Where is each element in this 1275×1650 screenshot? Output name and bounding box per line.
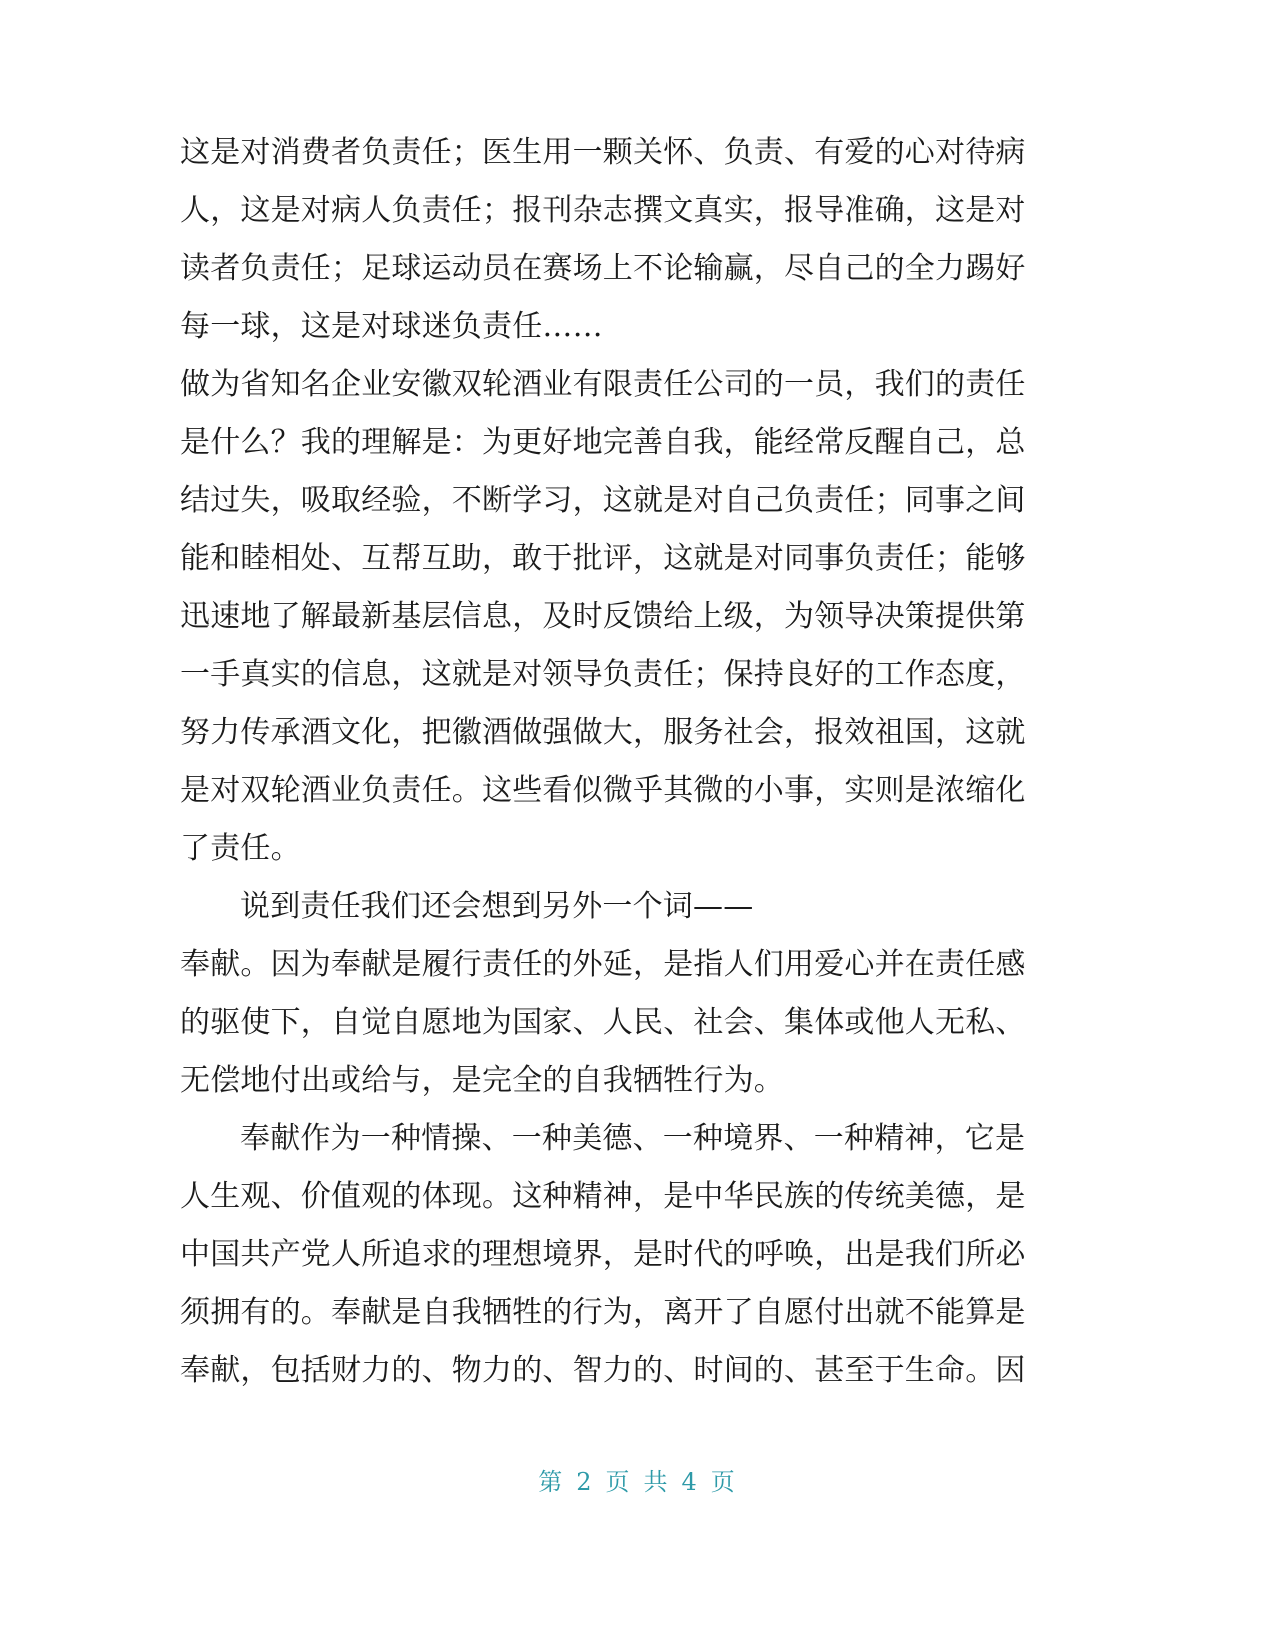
text-line: 能和睦相处、互帮互助，敢于批评，这就是对同事负责任；能够 [180, 541, 1026, 576]
page-label: 第 [538, 1468, 565, 1496]
text-line: 做为省知名企业安徽双轮酒业有限责任公司的一员，我们的责任 [180, 367, 1026, 402]
text-line: 努力传承酒文化，把徽酒做强做大，服务社会，报效祖国，这就 [180, 715, 1026, 750]
text-line: 一手真实的信息，这就是对领导负责任；保持良好的工作态度， [180, 657, 1026, 692]
text-line: 须拥有的。奉献是自我牺牲的行为，离开了自愿付出就不能算是 [180, 1295, 1026, 1330]
total-pages: 4 [681, 1468, 699, 1496]
text-line: 是什么？我的理解是：为更好地完善自我，能经常反醒自己，总 [180, 425, 1026, 460]
text-line: 读者负责任；足球运动员在赛场上不论输赢，尽自己的全力踢好 [180, 251, 1026, 286]
text-line: 奉献。因为奉献是履行责任的外延，是指人们用爱心并在责任感 [180, 947, 1026, 982]
page-unit: 页 [605, 1468, 632, 1496]
text-line: 是对双轮酒业负责任。这些看似微乎其微的小事，实则是浓缩化 [180, 773, 1026, 808]
text-line: 人，这是对病人负责任；报刊杂志撰文真实，报导准确，这是对 [180, 193, 1026, 228]
text-line: 结过失，吸取经验，不断学习，这就是对自己负责任；同事之间 [180, 483, 1026, 518]
text-line: 了责任。 [180, 831, 301, 866]
text-line: 无偿地付出或给与，是完全的自我牺牲行为。 [180, 1063, 784, 1098]
text-line: 说到责任我们还会想到另外一个词—— [240, 889, 754, 924]
page-number: 2 [576, 1468, 594, 1496]
text-line: 奉献，包括财力的、物力的、智力的、时间的、甚至于生命。因 [180, 1353, 1026, 1388]
text-line: 迅速地了解最新基层信息，及时反馈给上级，为领导决策提供第 [180, 599, 1026, 634]
text-line: 这是对消费者负责任；医生用一颗关怀、负责、有爱的心对待病 [180, 135, 1026, 170]
text-line: 每一球，这是对球迷负责任…… [180, 309, 603, 344]
text-line: 的驱使下，自觉自愿地为国家、人民、社会、集体或他人无私、 [180, 1005, 1026, 1040]
total-unit: 页 [710, 1468, 737, 1496]
total-label: 共 [643, 1468, 670, 1496]
text-line: 奉献作为一种情操、一种美德、一种境界、一种精神，它是 [240, 1121, 1026, 1156]
page-footer [0, 1466, 1275, 1498]
text-line: 人生观、价值观的体现。这种精神，是中华民族的传统美德，是 [180, 1179, 1026, 1214]
text-line: 中国共产党人所追求的理想境界，是时代的呼唤，出是我们所必 [180, 1237, 1026, 1272]
